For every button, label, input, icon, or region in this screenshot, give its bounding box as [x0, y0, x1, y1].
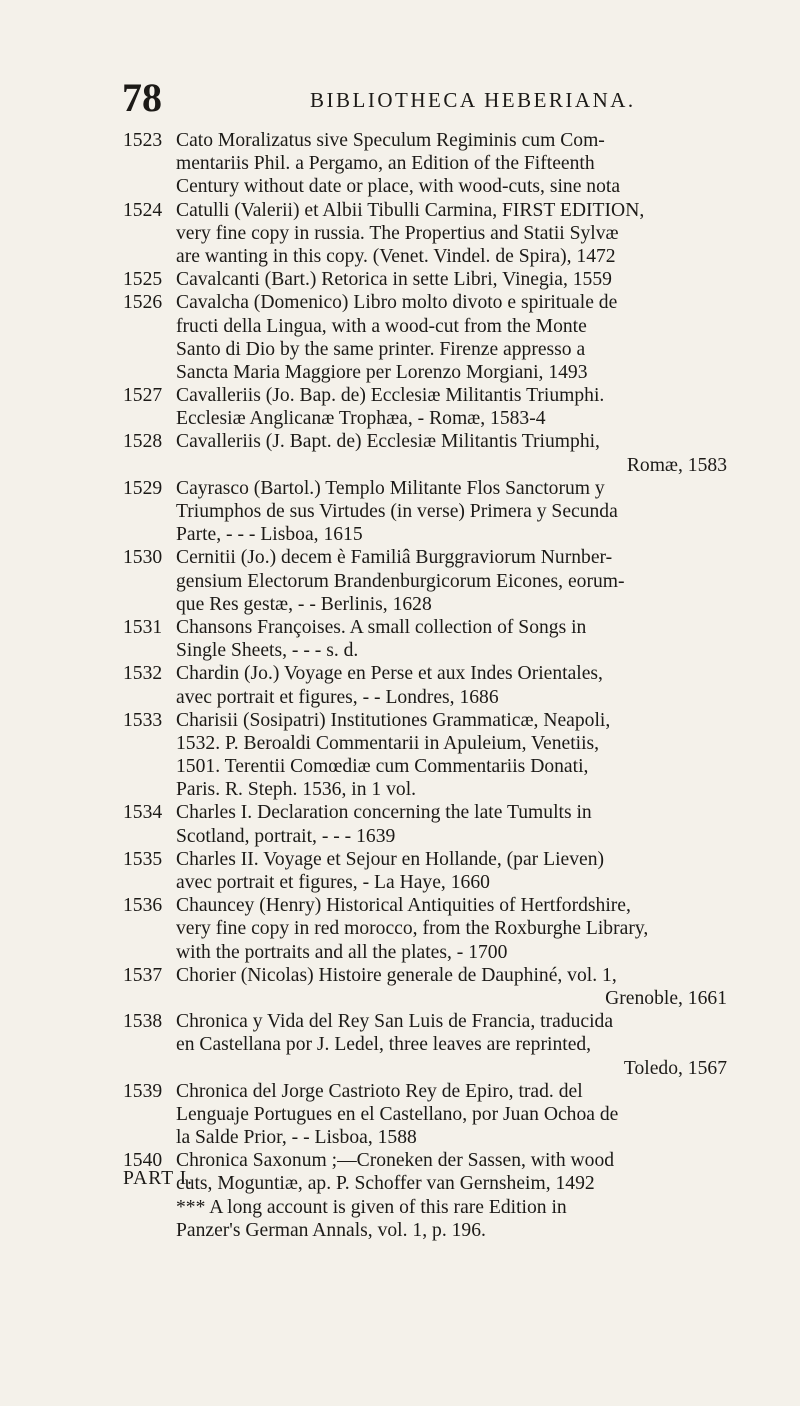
- entry-line: en Castellana por J. Ledel, three leaves are reprinted,: [176, 1034, 592, 1056]
- entry-line: Single Sheets, - - - s. d.: [176, 640, 359, 662]
- catalogue-entry: [123, 129, 727, 199]
- catalogue-entry: [123, 801, 727, 847]
- entry-line: Charles II. Voyage et Sejour en Hollande, (par Lieven): [176, 848, 605, 870]
- catalogue-entries: [123, 129, 727, 1242]
- catalogue-entry: [123, 709, 727, 802]
- lot-number: 1524: [123, 199, 163, 221]
- entry-line: la Salde Prior, - - Lisboa, 1588: [176, 1127, 417, 1149]
- lot-number: 1527: [123, 385, 163, 407]
- entry-line: Cernitii (Jo.) decem è Familiâ Burggraviorum Nurnber-: [176, 547, 613, 569]
- entry-line: Cavalcha (Domenico) Libro molto divoto e spirituale de: [176, 292, 618, 314]
- entry-line: Charisii (Sosipatri) Institutiones Grammaticæ, Neapoli,: [176, 709, 611, 731]
- lot-number: 1529: [123, 477, 163, 499]
- entry-line: Sancta Maria Maggiore per Lorenzo Morgiani, 1493: [176, 361, 588, 383]
- catalogue-entry: [123, 1149, 727, 1242]
- entry-line: Toledo, 1567: [623, 1057, 727, 1079]
- catalogue-entry: [123, 964, 727, 1010]
- entry-line: Paris. R. Steph. 1536, in 1 vol.: [176, 779, 417, 801]
- lot-number: 1540: [123, 1150, 163, 1172]
- lot-number: 1537: [123, 964, 163, 986]
- entry-line: are wanting in this copy. (Venet. Vindel. de Spira), 1472: [176, 245, 616, 267]
- lot-number: 1525: [123, 269, 163, 291]
- entry-line: Ecclesiæ Anglicanæ Trophæa, - Romæ, 1583-4: [176, 408, 546, 430]
- entry-line: Cavalcanti (Bart.) Retorica in sette Libri, Vinegia, 1559: [176, 269, 612, 291]
- lot-number: 1535: [123, 848, 163, 870]
- entry-line: Cavalleriis (J. Bapt. de) Ecclesiæ Militantis Triumphi,: [176, 431, 600, 453]
- entry-line: 1532. P. Beroaldi Commentarii in Apuleium, Venetiis,: [176, 732, 600, 754]
- entry-line: que Res gestæ, - - Berlinis, 1628: [176, 593, 432, 615]
- entry-line: Santo di Dio by the same printer. Firenze appresso a: [176, 338, 586, 360]
- entry-line: Charles I. Declaration concerning the late Tumults in: [176, 802, 592, 824]
- catalogue-entry: [123, 894, 727, 964]
- entry-line: mentariis Phil. a Pergamo, an Edition of the Fifteenth: [176, 153, 595, 175]
- entry-line: Chardin (Jo.) Voyage en Perse et aux Indes Orientales,: [176, 663, 603, 685]
- lot-number: 1539: [123, 1080, 163, 1102]
- catalogue-entry: [123, 268, 727, 291]
- catalogue-entry: [123, 199, 727, 269]
- running-head: BIBLIOTHECA HEBERIANA.: [310, 88, 636, 112]
- lot-number: 1532: [123, 663, 163, 685]
- catalogue-entry: [123, 430, 727, 476]
- entry-line: fructi della Lingua, with a wood-cut from the Monte: [176, 315, 587, 337]
- catalogue-entry: [123, 546, 727, 616]
- entry-line: Lenguaje Portugues en el Castellano, por Juan Ochoa de: [176, 1103, 619, 1125]
- entry-line: Cato Moralizatus sive Speculum Regiminis cum Com-: [176, 130, 605, 151]
- entry-line: with the portraits and all the plates, - 1700: [176, 941, 508, 963]
- entry-line: very fine copy in red morocco, from the Roxburghe Library,: [176, 918, 649, 940]
- entry-line: Cavalleriis (Jo. Bap. de) Ecclesiæ Militantis Triumphi.: [176, 385, 605, 407]
- entry-line: Scotland, portrait, - - - 1639: [176, 825, 396, 847]
- catalogue-entry: [123, 1080, 727, 1150]
- entry-line: Panzer's German Annals, vol. 1, p. 196.: [176, 1219, 486, 1241]
- catalogue-entry: [123, 384, 727, 430]
- entry-line: Grenoble, 1661: [605, 987, 727, 1009]
- entry-line: *** A long account is given of this rare Edition in: [176, 1196, 567, 1218]
- entry-line: Romæ, 1583: [626, 454, 727, 476]
- entry-line: avec portrait et figures, - La Haye, 1660: [176, 872, 490, 893]
- entry-line: Chronica del Jorge Castrioto Rey de Epiro, trad. del: [176, 1080, 583, 1102]
- signature-mark: PART I.: [123, 1168, 194, 1189]
- entry-line: avec portrait et figures, - - Londres, 1686: [176, 686, 499, 708]
- lot-number: 1530: [123, 547, 163, 569]
- entry-line: Triumphos de sus Virtudes (in verse) Primera y Secunda: [176, 501, 618, 522]
- lot-number: 1533: [123, 709, 163, 731]
- lot-number: 1528: [123, 431, 163, 453]
- catalogue-entry: [123, 616, 727, 662]
- page-number: 78: [122, 75, 162, 120]
- catalogue-entry: [123, 477, 727, 547]
- entry-line: gensium Electorum Brandenburgicorum Eicones, eorum-: [176, 570, 625, 592]
- entry-line: Chronica Saxonum ;—Croneken der Sassen, with wood: [176, 1150, 615, 1172]
- catalogue-entry: [123, 848, 727, 894]
- entry-line: Chansons Françoises. A small collection of Songs in: [176, 616, 587, 638]
- entry-line: 1501. Terentii Comœdiæ cum Commentariis Donati,: [176, 756, 589, 778]
- lot-number: 1534: [123, 802, 163, 824]
- entry-line: Century without date or place, with wood-cuts, sine nota: [176, 176, 621, 198]
- entry-line: Chronica y Vida del Rey San Luis de Francia, traducida: [176, 1011, 614, 1033]
- entry-line: Catulli (Valerii) et Albii Tibulli Carmina, FIRST EDITION,: [176, 199, 645, 221]
- entry-line: cuts, Moguntiæ, ap. P. Schoffer van Gernsheim, 1492: [176, 1173, 595, 1195]
- lot-number: 1536: [123, 895, 163, 917]
- entry-line: very fine copy in russia. The Propertius and Statii Sylvæ: [176, 222, 619, 244]
- entry-line: Chauncey (Henry) Historical Antiquities of Hertfordshire,: [176, 895, 631, 917]
- catalogue-entry: [123, 662, 727, 708]
- catalogue-entry: [123, 291, 727, 384]
- page-header: [0, 72, 800, 124]
- lot-number: 1526: [123, 292, 163, 314]
- entry-line: Cayrasco (Bartol.) Templo Militante Flos Sanctorum y: [176, 477, 605, 499]
- lot-number: 1538: [123, 1011, 163, 1033]
- entry-line: Parte, - - - Lisboa, 1615: [176, 524, 363, 546]
- lot-number: 1523: [123, 130, 163, 151]
- entry-line: Chorier (Nicolas) Histoire generale de Dauphiné, vol. 1,: [176, 964, 617, 986]
- lot-number: 1531: [123, 616, 163, 638]
- catalogue-entry: [123, 1010, 727, 1080]
